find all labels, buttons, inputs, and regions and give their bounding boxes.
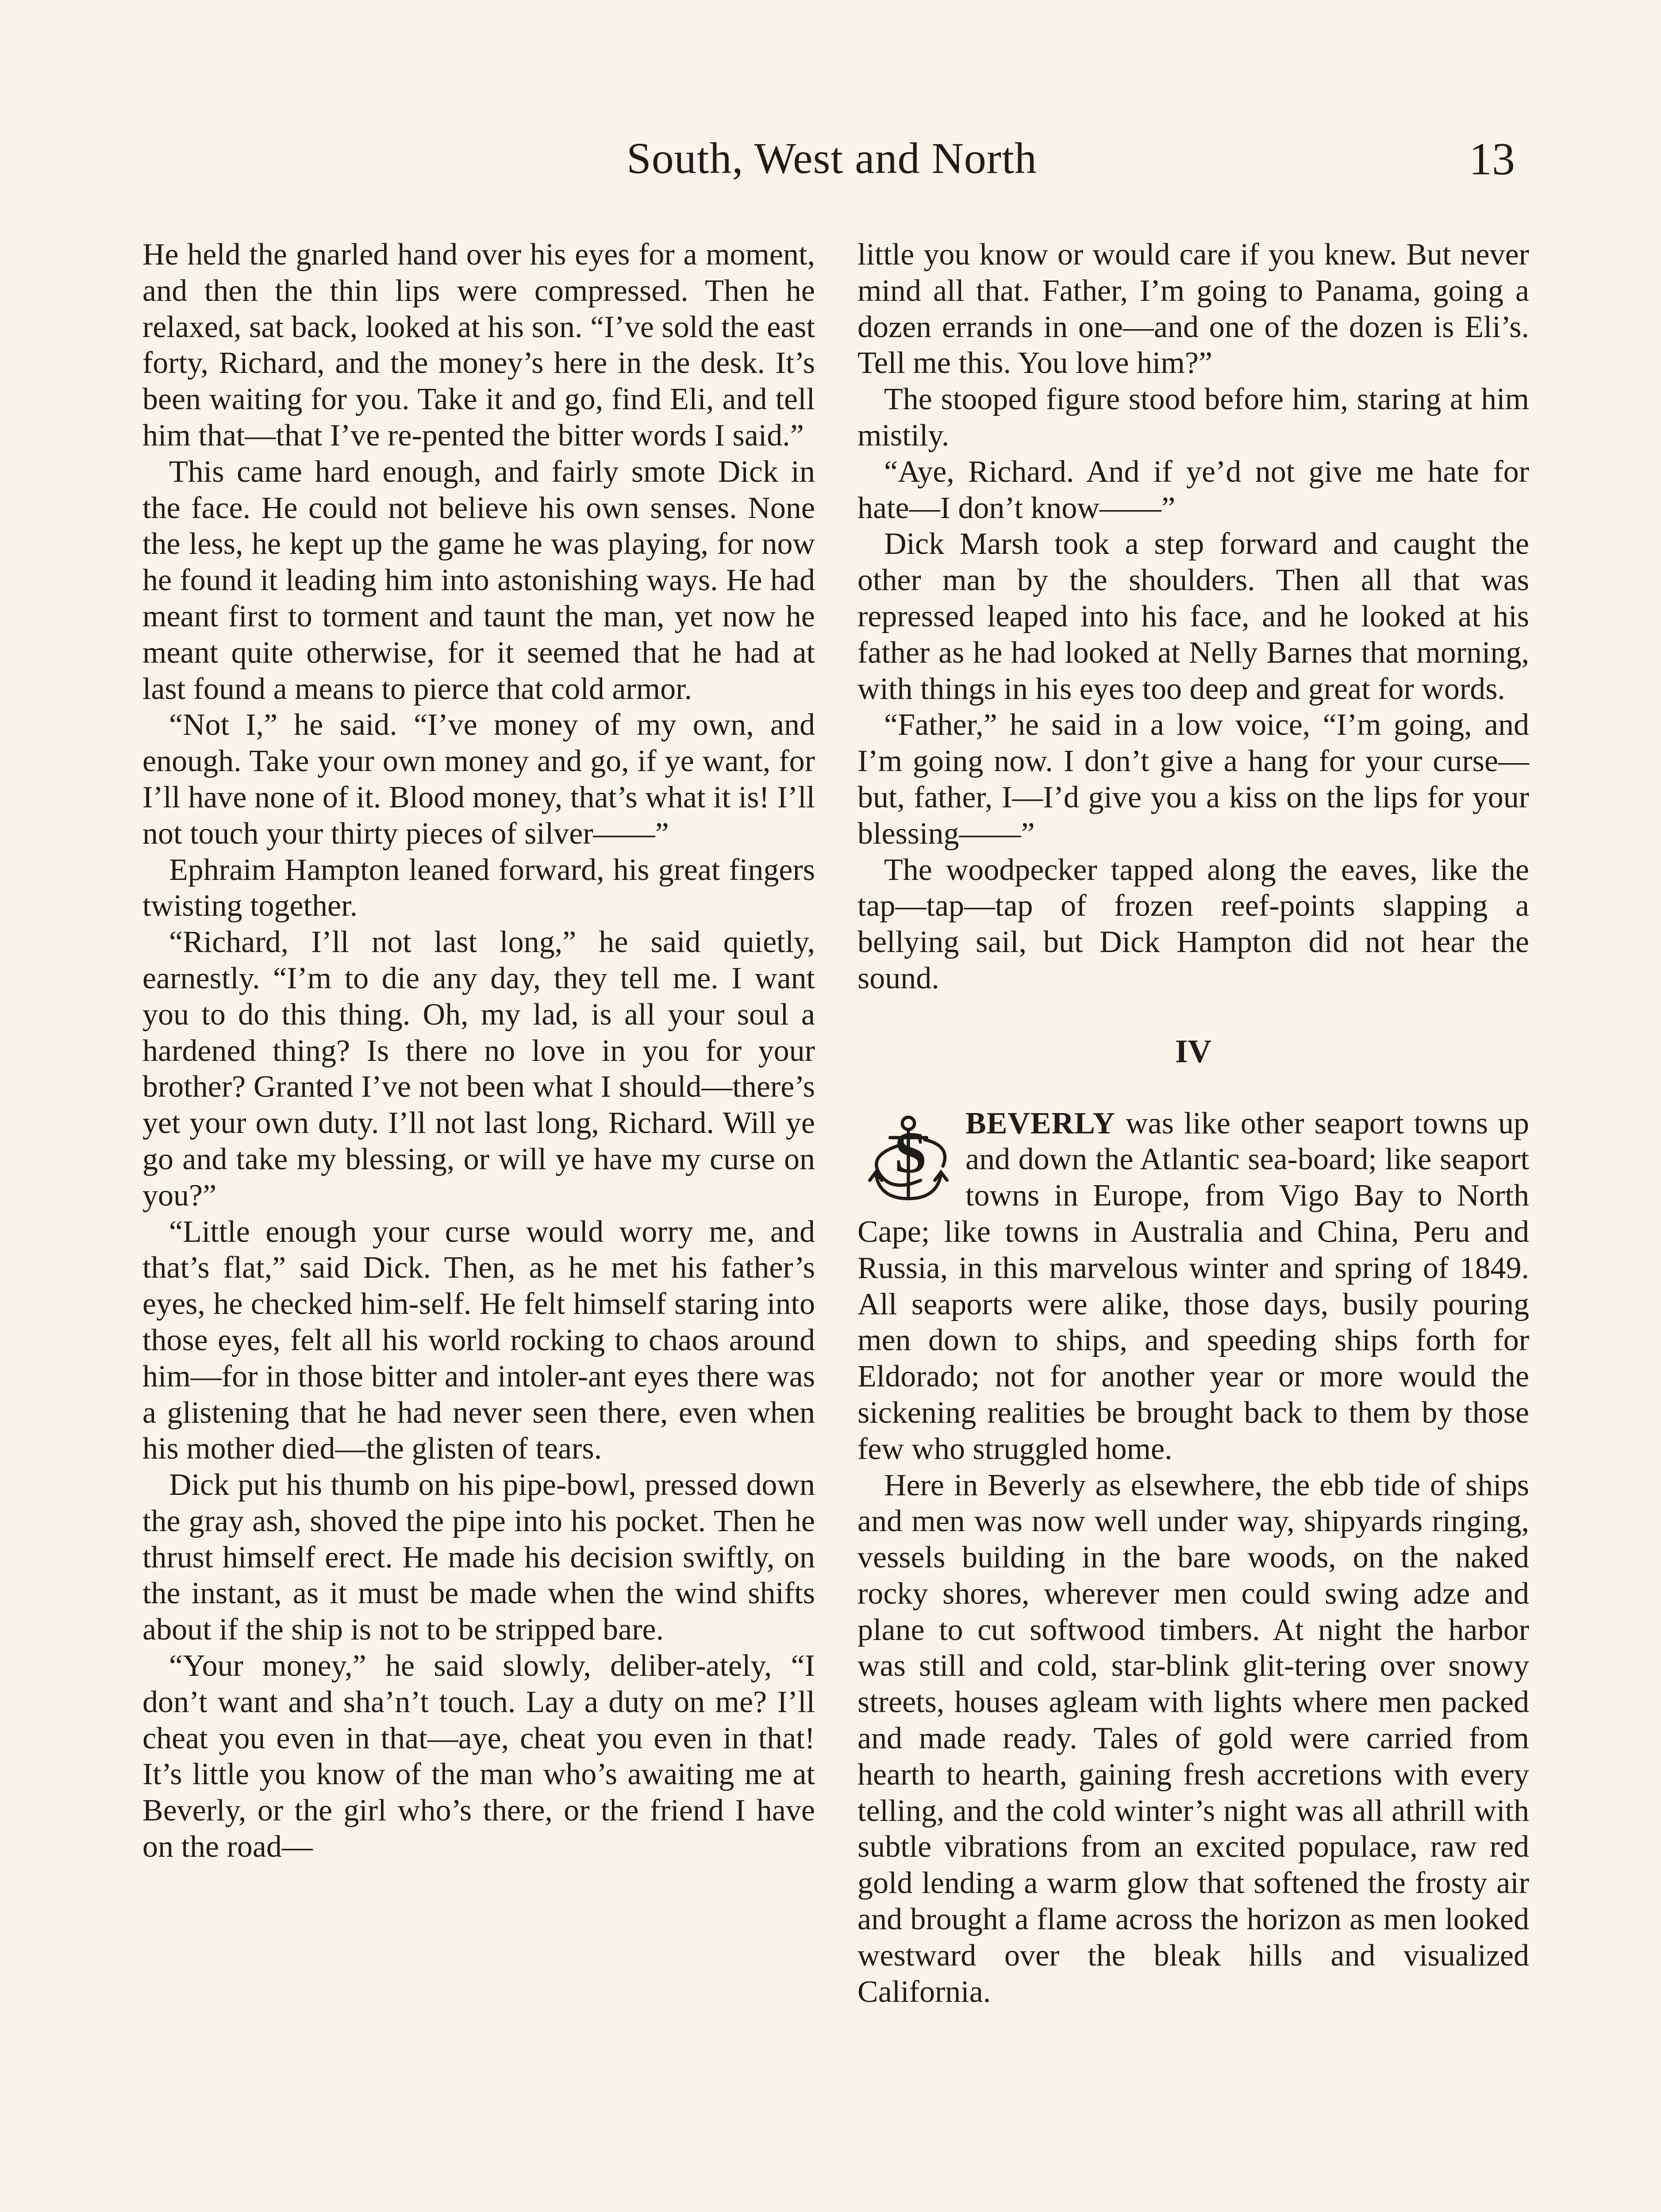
dropcap-paragraph [857,1106,1529,1467]
paragraph: This came hard enough, and fairly smote Dick in the face. He could not believe his own senses. None the less, he kept up the game he was playing, for now he found it leading him into astonishing ways. He had meant first to torment and taunt the man, yet now he meant quite otherwise, for it seemed that he had at last found a means to pierce that cold armor. [142,454,815,706]
paragraph: “Your money,” he said slowly, deliber-ately, “I don’t want and sha’n’t touch. Lay a duty on me? I’ll cheat you even in that—aye, cheat you even in that! It’s little you know of the man who’s awaiting me at Beverly, or the girl who’s there, or the friend I have on the road— [142,1649,815,1864]
paragraph: He held the gnarled hand over his eyes for a moment, and then the thin lips were compressed. Then he relaxed, sat back, looked at his son. “I’ve sold the east forty, Richard, and the money’s here in the desk. It’s been waiting for you. Take it and go, find Eli, and tell him that—that I’ve re-pented the bitter words I said.” [142,238,815,453]
paragraph: Here in Beverly as elsewhere, the ebb tide of ships and men was now well under way, shipyards ringing, vessels building in the bare woods, on the naked rocky shores, wherever men could swing adze and plane to cut softwood timbers. At night the harbor was still and cold, star-blink glit-tering over snowy streets, houses agleam with lights where men packed and made ready. Tales of gold were carried from hearth to hearth, gaining fresh accretions with every telling, and the cold winter’s night was all athrill with subtle vibrations from an excited populace, raw red gold lending a warm glow that softened the frosty air and brought a flame across the horizon as men looked westward over the bleak hills and visualized California. [857,1468,1529,2009]
paragraph: Dick Marsh took a step forward and caught the other man by the shoulders. Then all that was repressed leaped into his face, and he looked at his father as he had looked at Nelly Barnes that morning, with things in his eyes too deep and great for words. [857,527,1529,706]
paragraph: Dick put his thumb on his pipe-bowl, pressed down the gray ash, shoved the pipe into his pocket. Then he thrust himself erect. He made his decision swiftly, on the instant, as it must be made when the wind shifts about if the ship is not to be stripped bare. [142,1468,815,1647]
dropcap-paragraph-text: was like other seaport towns up and down the Atlantic sea-board; like seaport towns in Europe, from Vigo Bay to North Cape; like towns in Australia and China, Peru and Russia, in this marvelous winter and spring of 1849. All seaports were alike, those days, busily pouring men down to ships, and speeding ships forth for Eldorado; not for another year or more would the sickening realities be brought back to them by those few who struggled home. [857,1106,1529,1466]
right-column [857,237,1529,2010]
first-word: BEVERLY [965,1106,1115,1141]
paragraph: “Father,” he said in a low voice, “I’m going, and I’m going now. I don’t give a hang for your curse—but, father, I—I’d give you a kiss on the lips for your blessing——” [857,708,1529,851]
dropcap-letter: S [894,1119,927,1185]
paragraph: The stooped figure stood before him, staring at him mistily. [857,382,1529,453]
page-number: 13 [1469,134,1515,184]
paragraph: “Aye, Richard. And if ye’d not give me hate for hate—I don’t know——” [857,454,1529,525]
section-heading: IV [1175,1033,1212,1070]
paragraph: “Richard, I’ll not last long,” he said quietly, earnestly. “I’m to die any day, they tell me. I want you to do this thing. Oh, my lad, is all your soul a hardened thing? Is there no love in you for your brother? Granted I’ve not been what I should—there’s yet your own duty. I’ll not last long, Richard. Will ye go and take my blessing, or will ye have my curse on you?” [142,925,815,1213]
paragraph: The woodpecker tapped along the eaves, like the tap—tap—tap of frozen reef-points slapping a bellying sail, but Dick Hampton did not hear the sound. [857,853,1529,995]
anchor-dropcap-icon [857,1109,959,1211]
paragraph: “Little enough your curse would worry me, and that’s flat,” said Dick. Then, as he met his father’s eyes, he checked him-self. He felt himself staring into those eyes, felt all his world rocking to chaos around him—for in those bitter and intoler-ant eyes there was a glistening that he had never seen there, even when his mother died—the glisten of tears. [142,1214,815,1466]
paragraph: Ephraim Hampton leaned forward, his great fingers twisting together. [142,853,815,923]
paragraph: little you know or would care if you knew. But never mind all that. Father, I’m going to Panama, going a dozen errands in one—and one of the dozen is Eli’s. Tell me this. You love him?” [857,238,1529,380]
left-column [142,237,815,1865]
paragraph: “Not I,” he said. “I’ve money of my own, and enough. Take your own money and go, if ye want, for I’ll have none of it. Blood money, that’s what it is! I’ll not touch your thirty pieces of silver——” [142,708,815,851]
running-title: South, West and North [627,134,1037,183]
